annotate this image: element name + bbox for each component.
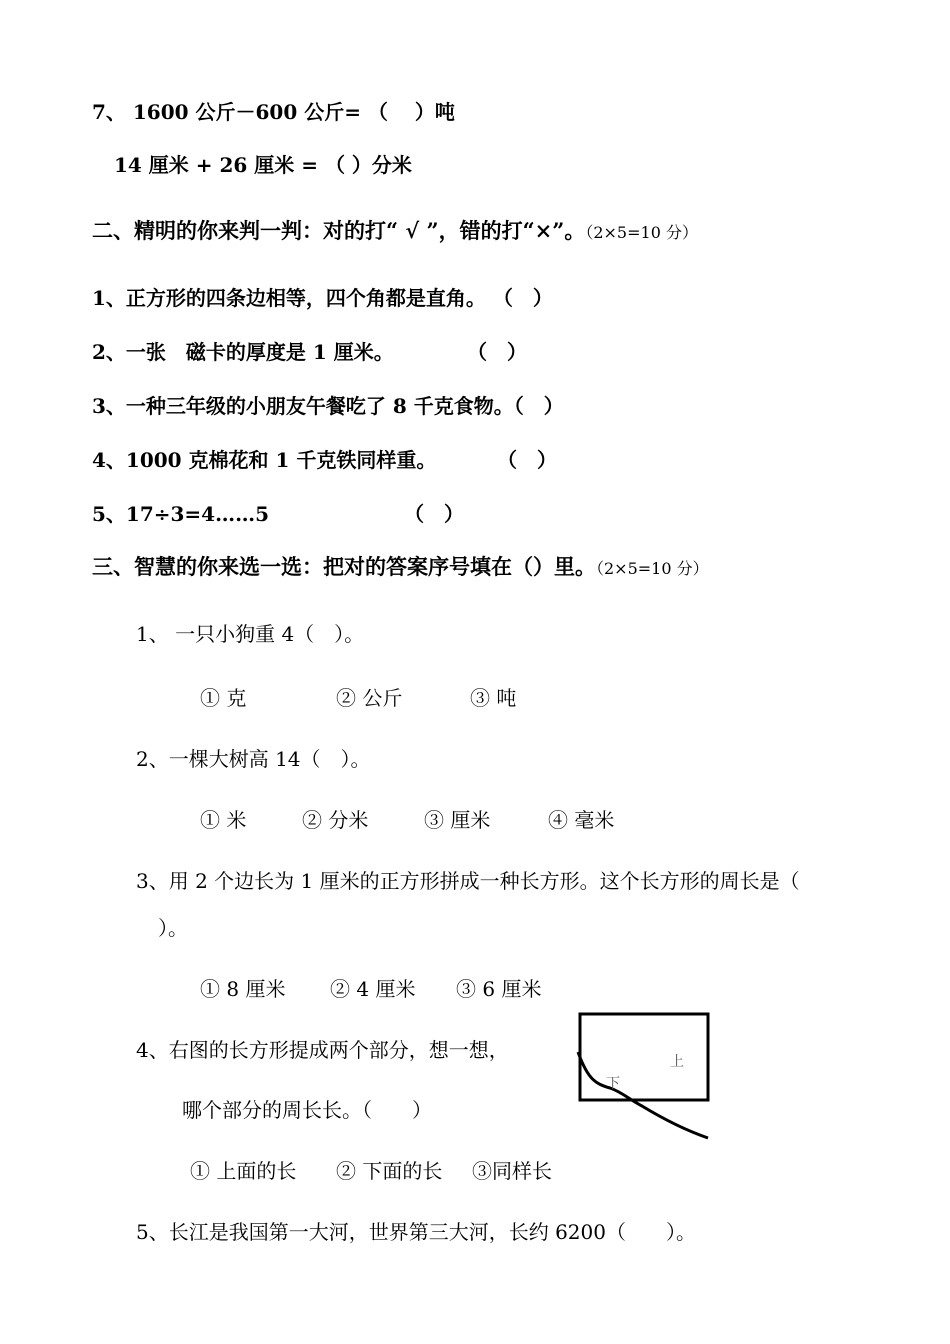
option[interactable]: ② 分米 (302, 808, 369, 832)
q7-line1: 7、 1600 公斤－600 公斤= （ ）吨 (92, 100, 455, 124)
label-top: 上 (670, 1055, 684, 1070)
option[interactable]: ③ 厘米 (424, 808, 491, 832)
option[interactable]: ③ 吨 (470, 686, 517, 710)
judge-item-text: 2、一张 磁卡的厚度是 1 厘米。 (92, 340, 394, 364)
section3-score: （2×5=10 分） (596, 559, 709, 578)
judge-item-text: 4、1000 克棉花和 1 千克铁同样重。 (92, 448, 437, 472)
section3-heading (92, 553, 709, 583)
judge-item-text: 3、一种三年级的小朋友午餐吃了 8 千克食物。 (92, 394, 514, 418)
choice-q4-line1: 4、右图的长方形提成两个部分，想一想， (136, 1038, 509, 1062)
choice-q3-line2: ）。 (158, 916, 188, 940)
choice-q3-line1: 3、用 2 个边长为 1 厘米的正方形拼成一种长方形。这个长方形的周长是（ (136, 869, 800, 893)
judge-item-4 (92, 446, 557, 474)
option[interactable]: ③同样长 (472, 1159, 552, 1183)
judge-item-text: 5、17÷3=4……5 (92, 502, 270, 526)
judge-item-5 (92, 500, 464, 528)
choice-q2-options (200, 806, 614, 834)
choice-q1: 1、 一只小狗重 4（ ）。 (136, 622, 365, 646)
judge-item-3 (92, 392, 564, 420)
judge-item-1 (92, 284, 553, 312)
judge-item-text: 1、正方形的四条边相等，四个角都是直角。 (92, 286, 486, 310)
choice-q4-line2: 哪个部分的周长长。（ ） (182, 1098, 432, 1122)
choice-q3-options (200, 975, 541, 1003)
option[interactable]: ② 4 厘米 (330, 977, 416, 1001)
choice-q5: 5、长江是我国第一大河，世界第三大河，长约 6200（ ）。 (136, 1220, 696, 1244)
option[interactable]: ① 克 (200, 686, 247, 710)
judge-item-2 (92, 338, 527, 366)
choice-q4-options (190, 1157, 552, 1185)
section2-title: 二、精明的你来判一判：对的打“ √ ”，错的打“×”。 (92, 218, 586, 243)
answer-blank[interactable]: （ ） (492, 286, 553, 310)
option[interactable]: ② 下面的长 (336, 1159, 443, 1183)
answer-blank[interactable]: （ ） (513, 394, 564, 418)
option[interactable]: ③ 6 厘米 (456, 977, 542, 1001)
option[interactable]: ① 米 (200, 808, 247, 832)
section2-score: （2×5=10 分） (585, 223, 698, 242)
q7-line2: 14 厘米 + 26 厘米 = （ ）分米 (114, 153, 412, 177)
answer-blank[interactable]: （ ） (467, 340, 527, 364)
option[interactable]: ① 上面的长 (190, 1159, 297, 1183)
option[interactable]: ① 8 厘米 (200, 977, 286, 1001)
answer-blank[interactable]: （ ） (497, 448, 557, 472)
option[interactable]: ② 公斤 (336, 686, 403, 710)
choice-q2: 2、一棵大树高 14（ ）。 (136, 747, 371, 771)
choice-q1-options (200, 684, 516, 712)
answer-blank[interactable]: （ ） (404, 502, 464, 526)
section3-title: 三、智慧的你来选一选：把对的答案序号填在（）里。 (92, 554, 596, 579)
label-bottom: 下 (606, 1077, 620, 1092)
option[interactable]: ④ 毫米 (548, 808, 615, 832)
section2-heading (92, 217, 698, 247)
rectangle-figure (570, 1008, 720, 1148)
